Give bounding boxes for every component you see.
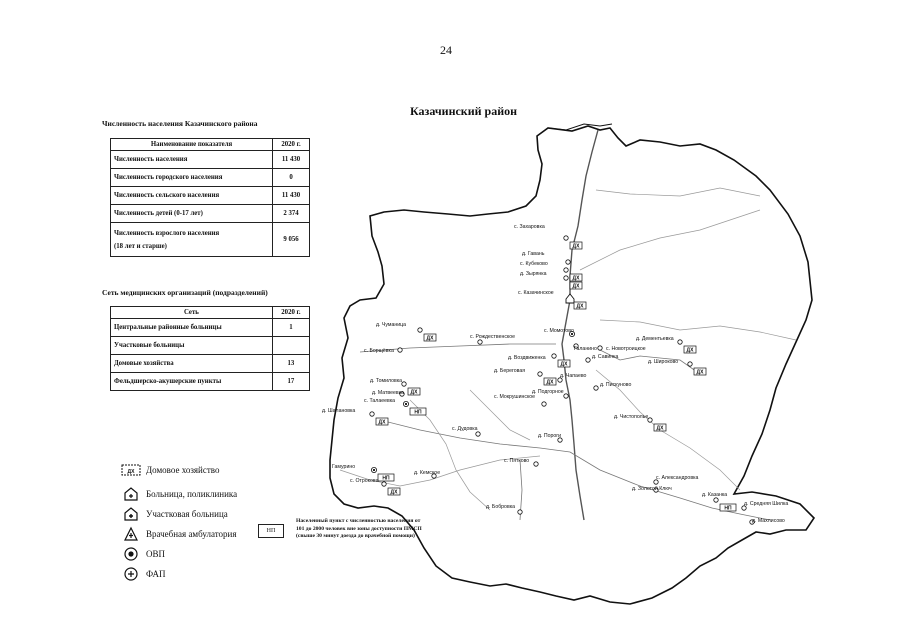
fap-marker-icon xyxy=(714,498,718,502)
place-label: д. Пискуново xyxy=(600,382,632,388)
fap-marker-icon xyxy=(542,402,546,406)
fap-marker-icon xyxy=(564,276,568,280)
domovoe-badge-icon xyxy=(388,488,400,496)
legend-item xyxy=(120,566,166,582)
place-label: д. Казанка xyxy=(702,492,728,498)
place-label: д. Береговая xyxy=(494,368,526,374)
place-label: д. Гавань xyxy=(522,251,545,257)
row-label: Центральные районные больницы xyxy=(111,319,273,337)
place-label: д. Пороги xyxy=(538,433,562,439)
legend-label: Участковая больница xyxy=(146,509,228,519)
fap-circle-icon xyxy=(120,566,142,582)
np-note: Населенный пункт с численностью населения от 101 до 2000 человек вне зоны доступности ПМСП (свыше 30 минут доезда до врачебной помощи) xyxy=(296,518,422,540)
badge-text: ДХ xyxy=(572,283,580,290)
table-header: Сеть xyxy=(111,307,273,319)
place-label: д. Средняя Шилка xyxy=(744,501,789,507)
legend-label: Больница, поликлиника xyxy=(146,489,238,499)
row-value: 13 xyxy=(272,355,309,373)
badge-text: ДХ xyxy=(686,347,694,354)
fap-marker-icon xyxy=(594,386,598,390)
ovp-marker-icon xyxy=(403,401,408,406)
place-label: с. Мокрушинское xyxy=(494,394,536,400)
badge-text: ДХ xyxy=(572,275,580,282)
row-label: Фельдшерско-акушерские пункты xyxy=(111,373,273,391)
place-label: с. Новотроицкое xyxy=(606,346,646,352)
domovoe-badge-icon xyxy=(570,282,582,290)
place-label: с. Захаровка xyxy=(514,224,545,230)
place-label: д. Золотой Ключ xyxy=(632,486,672,492)
badge-text: ДХ xyxy=(378,419,386,426)
place-label: д. Матвеевка xyxy=(372,390,404,396)
badge-text: ДХ xyxy=(576,303,584,310)
table-header: 2020 г. xyxy=(272,307,309,319)
place-label: д. Шалановка xyxy=(322,408,356,414)
fap-marker-icon xyxy=(564,394,568,398)
fap-marker-icon xyxy=(418,328,422,332)
fap-marker-icon xyxy=(534,462,538,466)
badge-text: ДХ xyxy=(426,335,434,342)
place-label: с. Талаеевка xyxy=(364,398,396,404)
table-header: Наименование показателя xyxy=(111,139,273,151)
place-label: с. Дудовка xyxy=(452,426,478,432)
row-value: 0 xyxy=(273,169,310,187)
page-number: 24 xyxy=(440,43,452,57)
fap-marker-icon xyxy=(564,268,568,272)
legend-item xyxy=(120,486,237,502)
row-value: 17 xyxy=(272,373,309,391)
badge-text: ДХ xyxy=(390,489,398,496)
fap-marker-icon xyxy=(566,260,570,264)
badge-text: НП xyxy=(414,409,422,416)
fap-marker-icon xyxy=(648,418,652,422)
place-label: с. Борщёвка xyxy=(364,348,394,354)
district-hospital-house-icon xyxy=(120,506,142,522)
place-label: д. Чуманица xyxy=(376,322,406,328)
fap-marker-icon xyxy=(398,348,402,352)
river-line xyxy=(596,370,740,490)
place-label: д. Махлисово xyxy=(752,518,785,524)
place-label: с. Кубеково xyxy=(520,261,548,267)
np-badge-icon xyxy=(378,474,394,482)
fap-marker-icon xyxy=(538,372,542,376)
population-title: Численность населения Казачинского района xyxy=(102,119,258,128)
row-label-line: Численность взрослого населения xyxy=(114,229,220,237)
row-label: Домовые хозяйства xyxy=(111,355,273,373)
domovoe-badge-icon xyxy=(544,378,556,386)
fap-marker-icon xyxy=(552,354,556,358)
badge-text: ДХ xyxy=(546,379,554,386)
domovoe-badge-icon xyxy=(694,368,706,376)
row-label: Численность городского населения xyxy=(111,169,273,187)
badge-text: ДХ xyxy=(560,361,568,368)
legend-item xyxy=(120,526,237,542)
domovoe-badge-icon xyxy=(570,242,582,250)
ambulatory-triangle-icon xyxy=(120,526,142,542)
place-label: д. Воздвиженка xyxy=(508,355,546,361)
fap-marker-icon xyxy=(402,382,406,386)
fap-marker-icon xyxy=(688,362,692,366)
place-label: д. Подгорное xyxy=(532,389,564,395)
place-label: д. Бобровка xyxy=(486,504,515,510)
place-markers xyxy=(322,224,788,524)
place-label: д. Чистопольe xyxy=(614,414,649,420)
legend-label: Домовое хозяйство xyxy=(146,465,220,475)
legend-label: ФАП xyxy=(146,569,166,579)
row-value: 9 056 xyxy=(273,223,310,257)
map-title: Казачинский район xyxy=(410,104,518,118)
domovoe-badge-icon xyxy=(376,418,388,426)
badge-text: ДХ xyxy=(656,425,664,432)
badge-text: НП xyxy=(382,475,390,482)
fap-marker-icon xyxy=(586,358,590,362)
hospital-house-icon xyxy=(120,486,142,502)
badge-text: ДХ xyxy=(696,369,704,376)
row-label-line: (18 лет и старше) xyxy=(114,242,167,250)
domovoe-badge-icon xyxy=(684,346,696,354)
place-label: д. Кемское xyxy=(414,470,441,476)
place-label: д. Чапаево xyxy=(560,373,587,379)
place-label: с. Пятково xyxy=(504,458,530,464)
legend-item xyxy=(120,546,165,562)
table-header: 2020 г. xyxy=(273,139,310,151)
badge-text: ДХ xyxy=(572,243,580,250)
river-line xyxy=(580,210,760,270)
row-label: Участковые больницы xyxy=(111,337,273,355)
domovoe-badge-icon xyxy=(408,388,420,396)
legend-label: Врачебная амбулатория xyxy=(146,529,237,539)
place-label: д. Дементьевка xyxy=(636,336,674,342)
river-line xyxy=(596,188,760,196)
domovoe-badge-icon xyxy=(570,274,582,282)
legend-item xyxy=(120,462,220,478)
place-label: д. Зырянка xyxy=(520,271,547,277)
domovoe-badge-icon xyxy=(654,424,666,432)
legend-item xyxy=(120,506,228,522)
place-label: с. Александровка xyxy=(656,475,699,481)
row-value: 1 xyxy=(272,319,309,337)
fap-marker-icon xyxy=(370,412,374,416)
fap-marker-icon xyxy=(476,432,480,436)
legend-label: ОВП xyxy=(146,549,166,559)
place-label: с. Отрокова xyxy=(350,478,379,484)
domovoe-box-icon xyxy=(120,462,142,478)
ovp-marker-icon xyxy=(371,467,376,472)
ovp-circle-icon xyxy=(120,546,142,562)
river-line xyxy=(410,400,490,510)
row-value: 11 430 xyxy=(273,187,310,205)
place-label: д. Томиловка xyxy=(370,378,403,384)
fap-marker-icon xyxy=(382,482,386,486)
place-label: Галанино xyxy=(574,346,597,352)
row-label: Численность сельского населения xyxy=(111,187,273,205)
np-badge-icon xyxy=(720,504,736,512)
place-label: д. Савинка xyxy=(592,354,619,360)
domovoe-badge-icon xyxy=(424,334,436,342)
network-title: Сеть медицинских организаций (подразделений) xyxy=(102,288,268,297)
hospital-marker-icon xyxy=(566,294,574,303)
place-label: д. Широково xyxy=(648,359,679,365)
fap-marker-icon xyxy=(598,346,602,350)
fap-marker-icon xyxy=(564,236,568,240)
fap-marker-icon xyxy=(678,340,682,344)
place-label: с. Казачинское xyxy=(518,290,554,296)
fap-marker-icon xyxy=(518,510,522,514)
badge-text: НП xyxy=(724,505,732,512)
place-label: Гамурино xyxy=(332,464,356,470)
np-symbol-box: НП xyxy=(258,524,284,538)
place-label: с. Рождественское xyxy=(470,334,516,340)
river-yenisei xyxy=(562,130,598,520)
legend-symbol-text: ДХ xyxy=(127,469,135,475)
badge-text: ДХ xyxy=(410,389,418,396)
row-label: Численность детей (0-17 лет) xyxy=(111,205,273,223)
row-label: Численность населения xyxy=(111,151,273,169)
fap-marker-icon xyxy=(478,340,482,344)
place-label: с. Момотово xyxy=(544,328,574,334)
row-value: 2 374 xyxy=(273,205,310,223)
domovoe-badge-icon xyxy=(574,302,586,310)
river-line xyxy=(600,320,796,340)
domovoe-badge-icon xyxy=(558,360,570,368)
np-badge-icon xyxy=(410,408,426,416)
row-value: 11 430 xyxy=(273,151,310,169)
